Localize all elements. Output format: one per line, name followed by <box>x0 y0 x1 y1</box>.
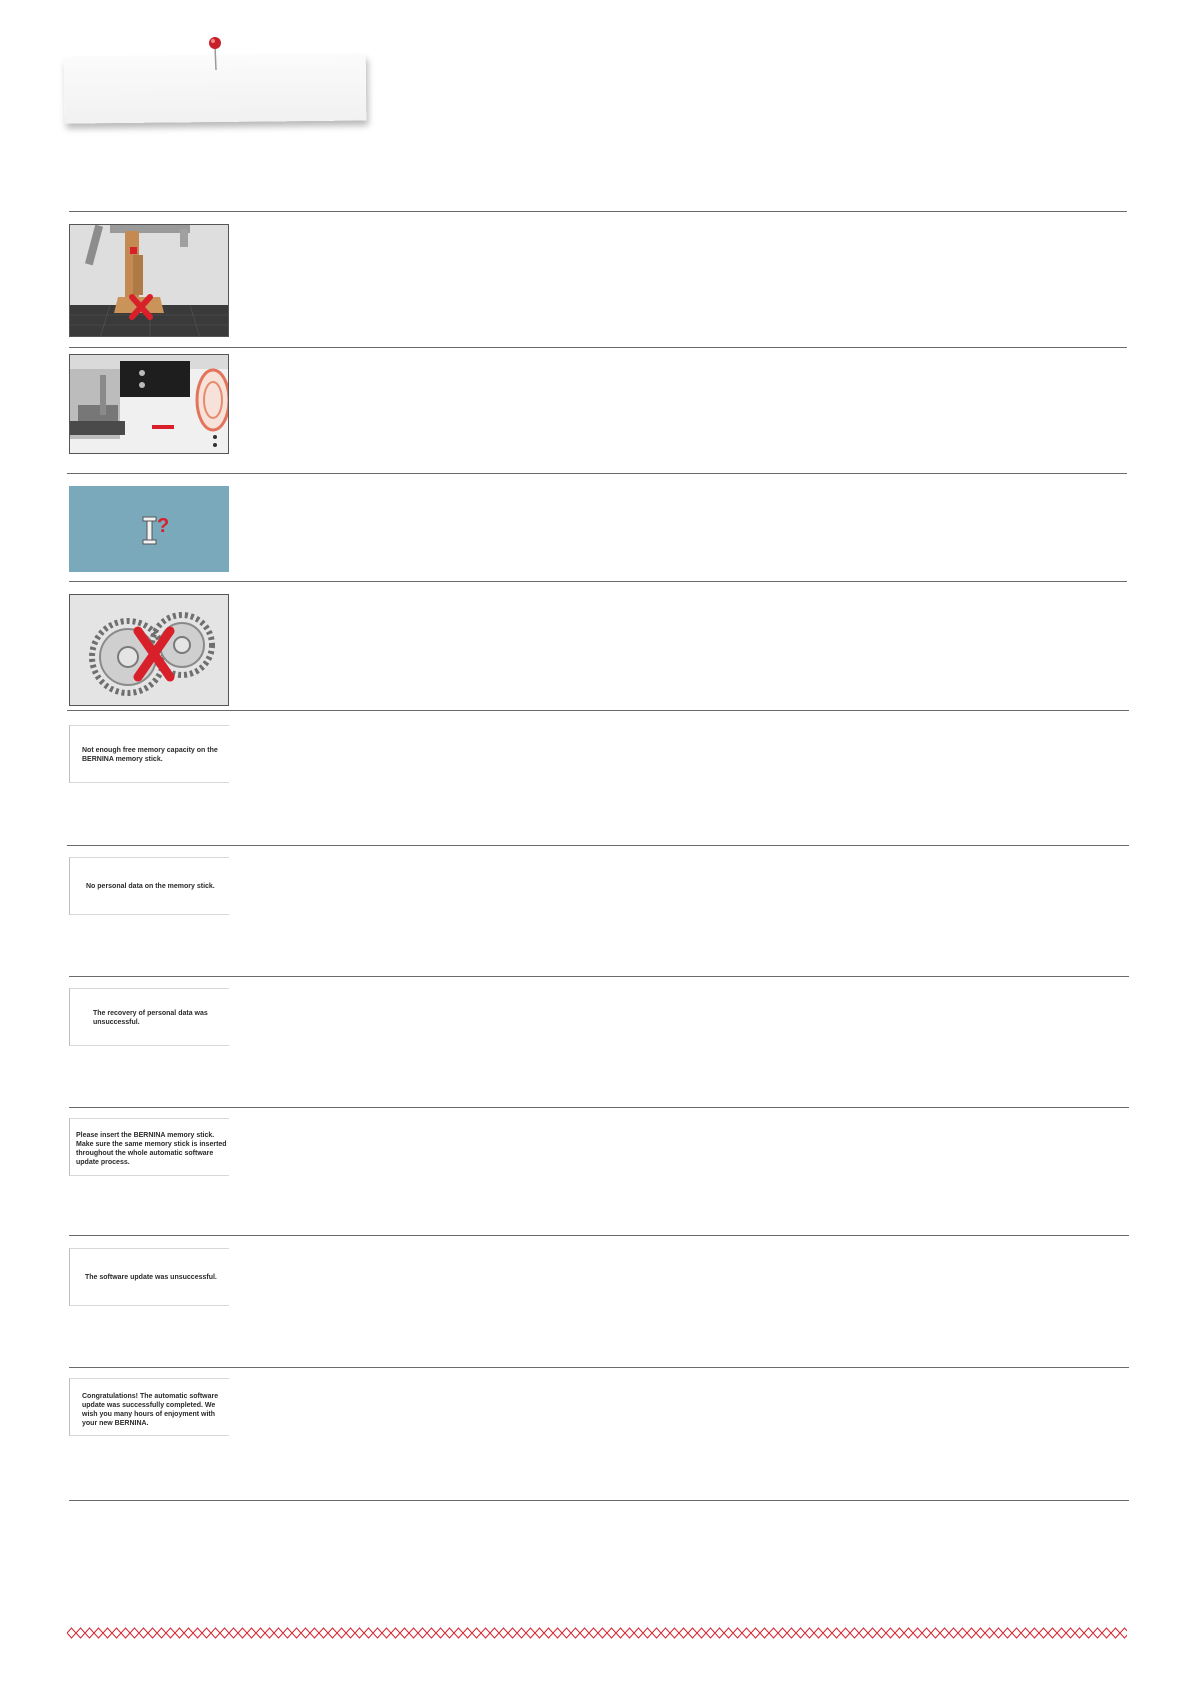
rule <box>67 710 1129 711</box>
rule <box>69 1235 1129 1236</box>
gears-image <box>69 594 229 706</box>
machine-side-image <box>69 354 229 454</box>
message-text: The software update was unsuccessful. <box>85 1274 217 1281</box>
rule <box>67 473 1127 474</box>
message-text: No personal data on the memory stick. <box>86 883 215 890</box>
presser-foot-warning-icon <box>70 225 229 337</box>
rule-top <box>69 211 1127 212</box>
message-text: Not enough free memory capacity on the BERNINA memory stick. <box>82 747 218 763</box>
message-text: Please insert the BERNINA memory stick. Make sure the same memory stick is inserted throughout the whole automatic software update process. <box>76 1132 227 1166</box>
rule <box>69 347 1127 348</box>
rule <box>69 1367 1129 1368</box>
rule <box>69 976 1129 977</box>
push-pin-icon <box>208 36 222 72</box>
svg-text:?: ? <box>157 515 170 537</box>
text-cursor-question-icon <box>69 486 229 572</box>
message-text: Congratulations! The automatic software update was successfully completed. We wish you many hours of enjoyment with your new BERNINA. <box>82 1393 219 1427</box>
message-box-update-unsuccessful <box>69 1248 229 1306</box>
rule <box>69 1107 1129 1108</box>
message-text: The recovery of personal data was unsuccessful. <box>93 1010 208 1026</box>
rule <box>67 845 1129 846</box>
decorative-stitch-border <box>67 1626 1127 1640</box>
help-cursor-image <box>69 486 229 572</box>
rule <box>69 581 1127 582</box>
message-box-recovery-unsuccessful <box>69 988 229 1046</box>
message-box-insert-memory-stick <box>69 1118 229 1176</box>
machine-handwheel-icon <box>70 355 229 454</box>
message-box-no-personal-data <box>69 857 229 915</box>
rule-bottom <box>69 1500 1129 1501</box>
message-box-update-completed <box>69 1378 229 1436</box>
blocked-gears-icon <box>70 595 229 706</box>
presser-foot-image <box>69 224 229 337</box>
message-box-memory-capacity <box>69 725 229 783</box>
